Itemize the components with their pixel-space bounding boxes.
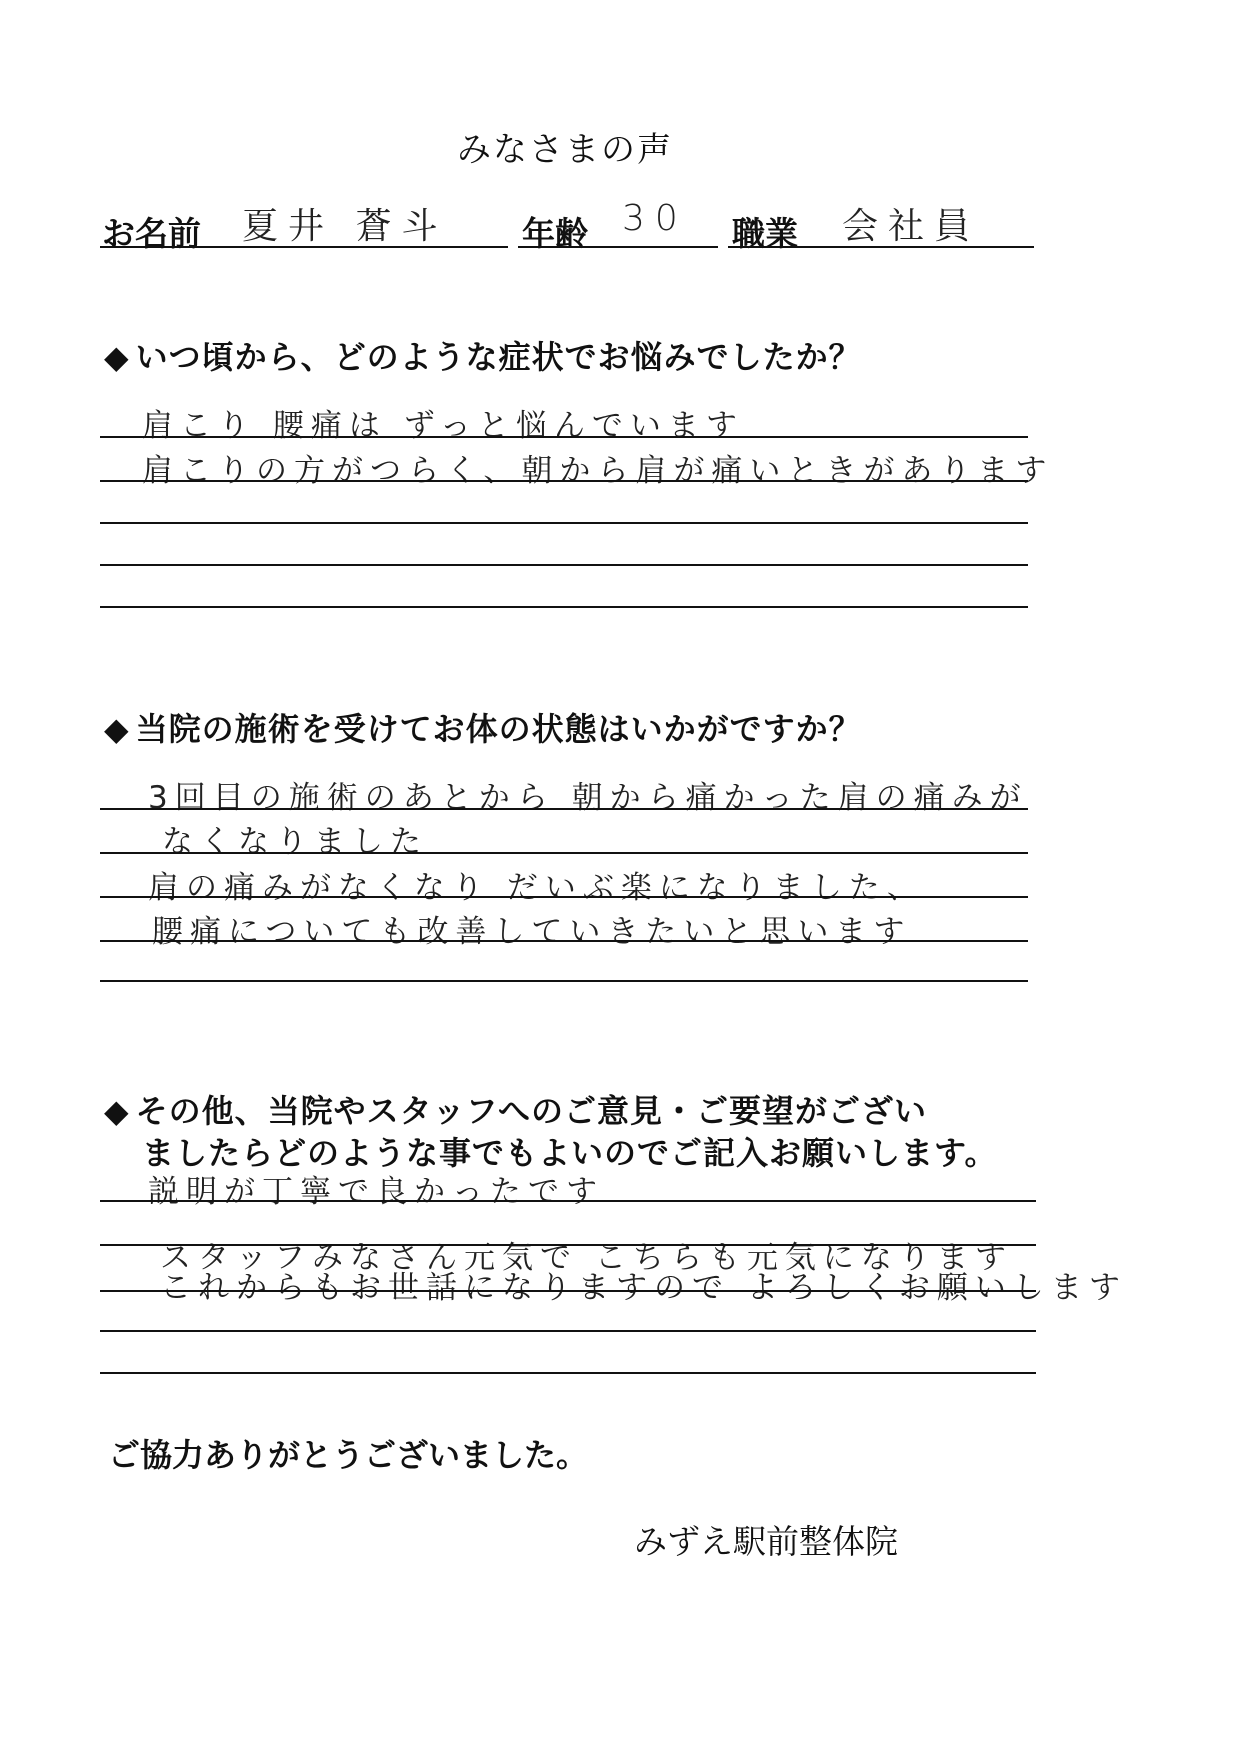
name-label: お名前 bbox=[102, 214, 201, 253]
job-underline bbox=[728, 246, 1034, 248]
writing-line bbox=[100, 564, 1028, 566]
clinic-name: みずえ駅前整体院 bbox=[634, 1522, 898, 1561]
writing-line bbox=[100, 1290, 1036, 1292]
answer-line: 肩の痛みがなくなり だいぶ楽になりました、 bbox=[148, 870, 925, 906]
writing-line bbox=[100, 522, 1028, 524]
writing-line bbox=[100, 896, 1028, 898]
answer-line: スタッフみなさん元気で こちらも元気になります bbox=[160, 1240, 1013, 1276]
question-symptoms bbox=[104, 332, 862, 378]
writing-line bbox=[100, 480, 1028, 482]
diamond-bullet: ◆ bbox=[104, 710, 130, 748]
question-feedback bbox=[104, 1086, 927, 1132]
writing-line bbox=[100, 1200, 1036, 1202]
answer-line: 説明が丁寧で良かったです bbox=[148, 1174, 604, 1210]
question-feedback-line2: ましたらどのような事でもよいのでご記入お願いします。 bbox=[142, 1134, 998, 1172]
writing-line bbox=[100, 940, 1028, 942]
writing-line bbox=[100, 852, 1028, 854]
writing-line bbox=[100, 980, 1028, 982]
diamond-bullet: ◆ bbox=[104, 338, 130, 376]
name-value: 夏井 蒼斗 bbox=[242, 206, 448, 247]
writing-line bbox=[100, 606, 1028, 608]
writing-line bbox=[100, 1330, 1036, 1332]
writing-line bbox=[100, 1244, 1036, 1246]
diamond-bullet: ◆ bbox=[104, 1092, 130, 1130]
page-title: みなさまの声 bbox=[457, 130, 673, 170]
answer-line: 腰痛についても改善していきたいと思います bbox=[152, 914, 912, 950]
question-text: いつ頃から、どのような症状でお悩みでしたか？ bbox=[135, 338, 862, 376]
question-text: 当院の施術を受けてお体の状態はいかがですか？ bbox=[135, 710, 862, 748]
age-underline bbox=[518, 246, 718, 248]
question-text-line1: その他、当院やスタッフへのご意見・ご要望がござい bbox=[135, 1092, 927, 1130]
name-underline bbox=[100, 246, 508, 248]
answer-line: 肩こり 腰痛は ずっと悩んでいます bbox=[142, 408, 744, 444]
writing-line bbox=[100, 808, 1028, 810]
age-label: 年齢 bbox=[522, 214, 588, 253]
writing-line bbox=[100, 1372, 1036, 1374]
answer-line: 肩こりの方がつらく、朝から肩が痛いときがあります bbox=[142, 453, 1054, 489]
answer-line: 3回目の施術のあとから 朝から痛かった肩の痛みが bbox=[148, 780, 1028, 816]
question-condition bbox=[104, 704, 862, 750]
job-value: 会社員 bbox=[842, 206, 981, 247]
answer-line: なくなりました bbox=[162, 824, 428, 860]
answer-line: これからもお世話になりますので よろしくお願いします bbox=[160, 1270, 1127, 1306]
job-label: 職業 bbox=[732, 214, 798, 253]
thanks-message: ご協力ありがとうございました。 bbox=[108, 1436, 589, 1474]
writing-line bbox=[100, 436, 1028, 438]
age-value: 30 bbox=[622, 198, 688, 239]
